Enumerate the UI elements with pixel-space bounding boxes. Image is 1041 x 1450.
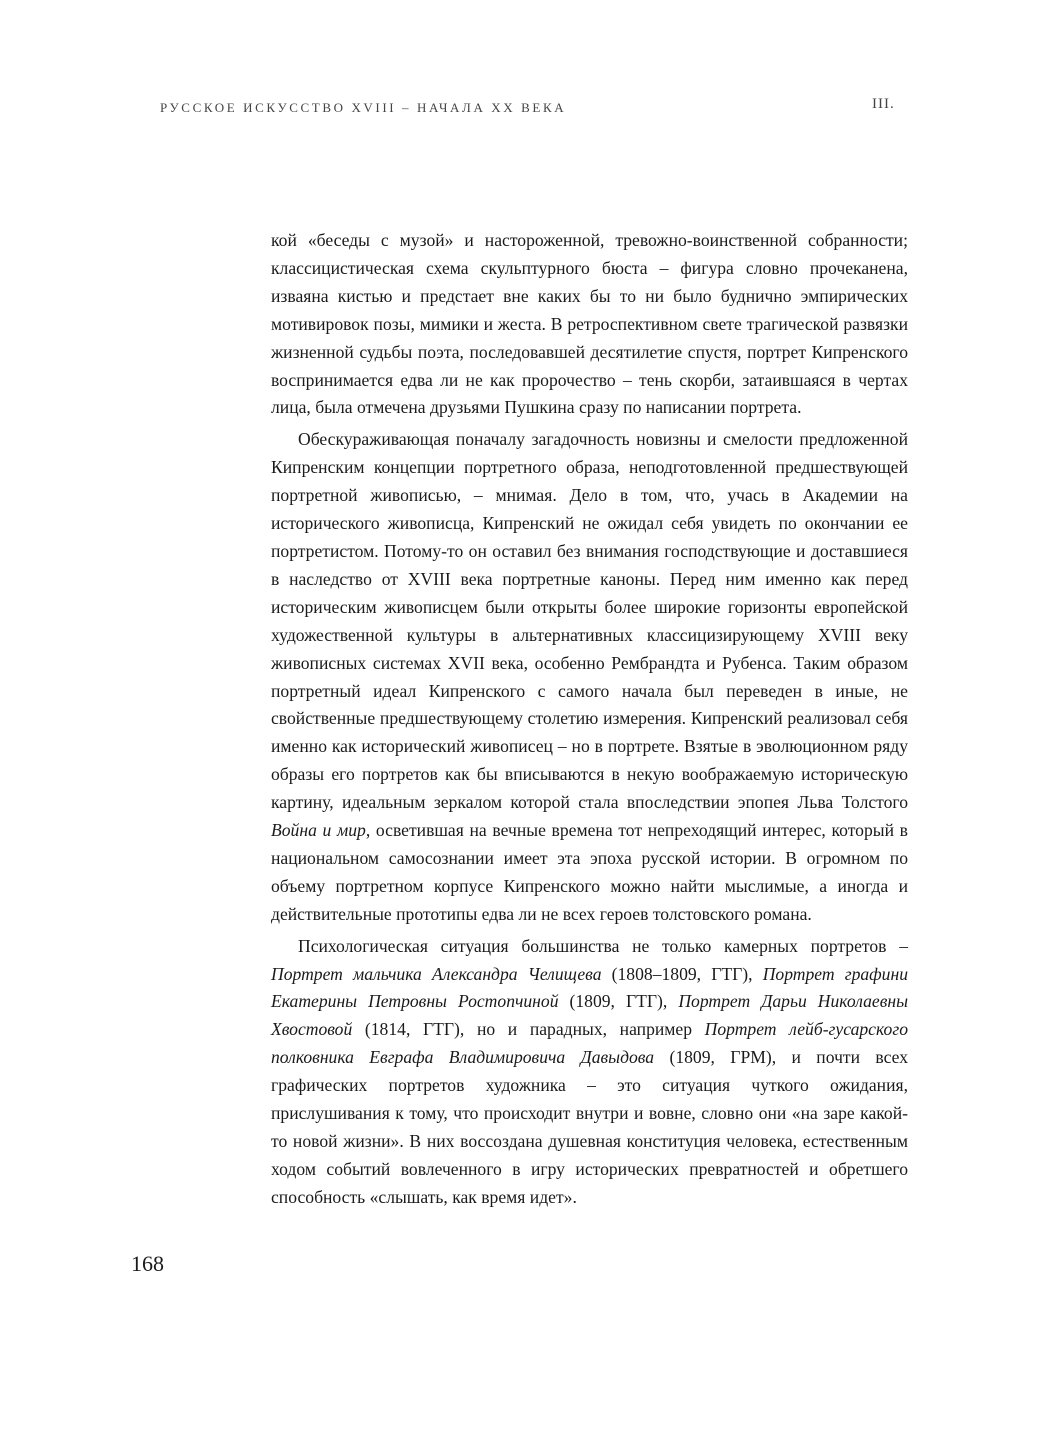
text-run: Обескураживающая поначалу загадочность новизны и смелости предложенной Кипренским концепции портретного образа, неподготовленной предшествующей портретной живописью, – мнимая. Дело в том, что, учась в Академии на исторического живописца, Кипренский не ожидал себя увидеть по окончании ее портретистом. Потому-то он оставил без внимания господствующие и доставшиеся в наследство от XVIII века портретные каноны. Перед ним именно как перед историческим живописцем были открыты более широкие горизонты европейской художественной культуры в альтернативных классицизирующему XVIII веку живописных системах XVII века, особенно Рембрандта и Рубенса. Таким образом портретный идеал Кипренского с самого начала был переведен в иные, не свойственные предшествующему столетию измерения. Кипренский реализовал себя именно как исторический живописец – но в портрете. Взятые в эволюционном ряду образы его портретов как бы вписываются в некую воображаемую историческую картину, идеальным зеркалом которой стала впоследствии эпопея Льва Толстого (271, 429, 908, 813)
artwork-title: Война и мир (271, 820, 366, 841)
text-run: (1809, ГТГ), (558, 991, 679, 1012)
text-run: Психологическая ситуация большинства не только камерных портретов – (298, 935, 908, 956)
paragraph (271, 227, 908, 422)
text-run: (1814, ГТГ), но и парадных, например (352, 1019, 705, 1040)
artwork-title: Портрет Дарьи Николаевны Хвостовой (271, 991, 908, 1040)
paragraph (271, 426, 908, 928)
artwork-title: Портрет мальчика Александра Челищева (271, 963, 602, 984)
text-run: кой «беседы с музой» и настороженной, тревожно-воинственной собранности; классицистическая схема скульптурного бюста – фигура словно прочеканена, изваяна кистью и предстает вне каких бы то ни было буднично эмпирических мотивировок позы, мимики и жеста. В ретроспективном свете трагической развязки жизненной судьбы поэта, последовавшей десятилетие спустя, портрет Кипренского воспринимается едва ли не как пророчество – тень скорби, затаившаяся в чертах лица, была отмечена друзьями Пушкина сразу по написании портрета. (271, 230, 908, 418)
running-title: РУССКОЕ ИСКУССТВО XVIII – НАЧАЛА XX ВЕКА (160, 100, 567, 115)
artwork-title: Портрет лейб-гусарского полковника Евграфа Владимировича Давыдова (271, 1019, 909, 1068)
artwork-title: Портрет графини Екатерины Петровны Ростопчиной (271, 963, 908, 1012)
text-run: , осветившая на вечные времена тот непреходящий интерес, который в национальном самосознании имеет эта эпоха русской истории. В огромном по объему портретном корпусе Кипренского можно найти мыслимые, а иногда и действительные прототипы едва ли не всех героев толстовского романа. (271, 820, 908, 924)
body-text (271, 227, 908, 1212)
section-number: III. (872, 96, 895, 112)
paragraph (271, 933, 908, 1212)
page-number: 168 (131, 1251, 164, 1276)
text-run: (1808–1809, ГТГ), (601, 963, 763, 984)
text-run: (1809, ГРМ), и почти всех графических портретов художника – это ситуация чуткого ожидания, прислушивания к тому, что происходит внутри и вовне, словно они «на заре какой-то новой жизни». В них воссоздана душевная конституция человека, естественным ходом событий вовлеченного в игру исторических превратностей и обретшего способность «слышать, как время идет». (271, 1047, 908, 1207)
